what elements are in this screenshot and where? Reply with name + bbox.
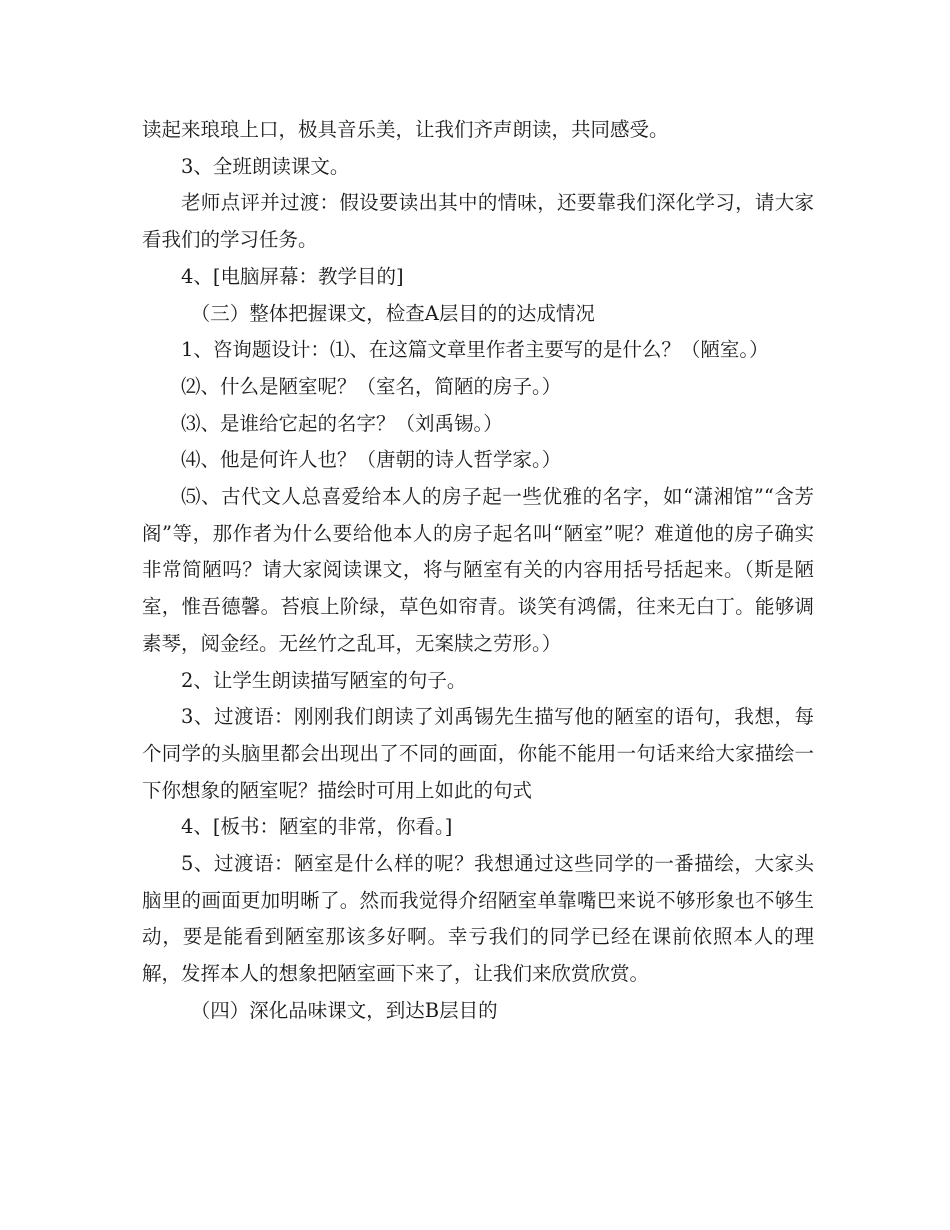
- paragraph-question-2: ⑵、什么是陋室呢？（室名，简陋的房子。）: [181, 374, 562, 398]
- paragraph-step-2-read-sentences: 2、让学生朗读描写陋室的句子。: [181, 668, 467, 692]
- paragraph-step-3-read-aloud: 3、全班朗读课文。: [181, 154, 350, 178]
- section-heading-3: （三）整体把握课文，检查A层目的的达成情况: [190, 301, 595, 325]
- document-body: [142, 112, 814, 1030]
- paragraph-question-5: ⑸、古代文人总喜爱给本人的房子起一些优雅的名字，如“潇湘馆”“含芳阁”等，那作者为什么要给他本人的房子起名叫“陋室”呢？难道他的房子确实非常简陋吗？请大家阅读课文，将与陋室有关的内容用括号括起来。（斯是陋室，惟吾德馨。苔痕上阶绿，草色如帘青。谈笑有鸿儒，往来无白丁。能够调素琴，阅金经。无丝竹之乱耳，无案牍之劳形。）: [142, 485, 814, 655]
- paragraph-question-3: ⑶、是谁给它起的名字？（刘禹锡。）: [181, 411, 503, 435]
- paragraph-question-4: ⑷、他是何许人也？（唐朝的诗人哲学家。）: [181, 448, 562, 472]
- paragraph-step-3-transition: 3、过渡语：刚刚我们朗读了刘禹锡先生描写他的陋室的语句，我想，每个同学的头脑里都会出现出了不同的画面，你能不能用一句话来给大家描绘一下你想象的陋室呢？描绘时可用上如此的句式: [142, 705, 814, 802]
- section-heading-4: （四）深化品味课文，到达B层目的: [190, 998, 498, 1022]
- paragraph-question-1: 1、咨询题设计：⑴、在这篇文章里作者主要写的是什么？（陋室。）: [181, 338, 769, 362]
- paragraph-step-4-screen: 4、[电脑屏幕：教学目的]: [181, 264, 404, 288]
- paragraph-step-4-board: 4、[板书：陋室的非常，你看。]: [181, 815, 453, 839]
- paragraph-teacher-transition: 老师点评并过渡：假设要读出其中的情味，还要靠我们深化学习，请大家看我们的学习任务。: [142, 191, 814, 252]
- paragraph-step-5-transition: 5、过渡语：陋室是什么样的呢？我想通过这些同学的一番描绘，大家头脑里的画面更加明晰了。然而我觉得介绍陋室单靠嘴巴来说不够形象也不够生动，要是能看到陋室那该多好啊。幸亏我们的同学已经在课前依照本人的理解，发挥本人的想象把陋室画下来了，让我们来欣赏欣赏。: [142, 852, 814, 986]
- paragraph-continuation: 读起来琅琅上口，极具音乐美，让我们齐声朗读，共同感受。: [142, 118, 669, 141]
